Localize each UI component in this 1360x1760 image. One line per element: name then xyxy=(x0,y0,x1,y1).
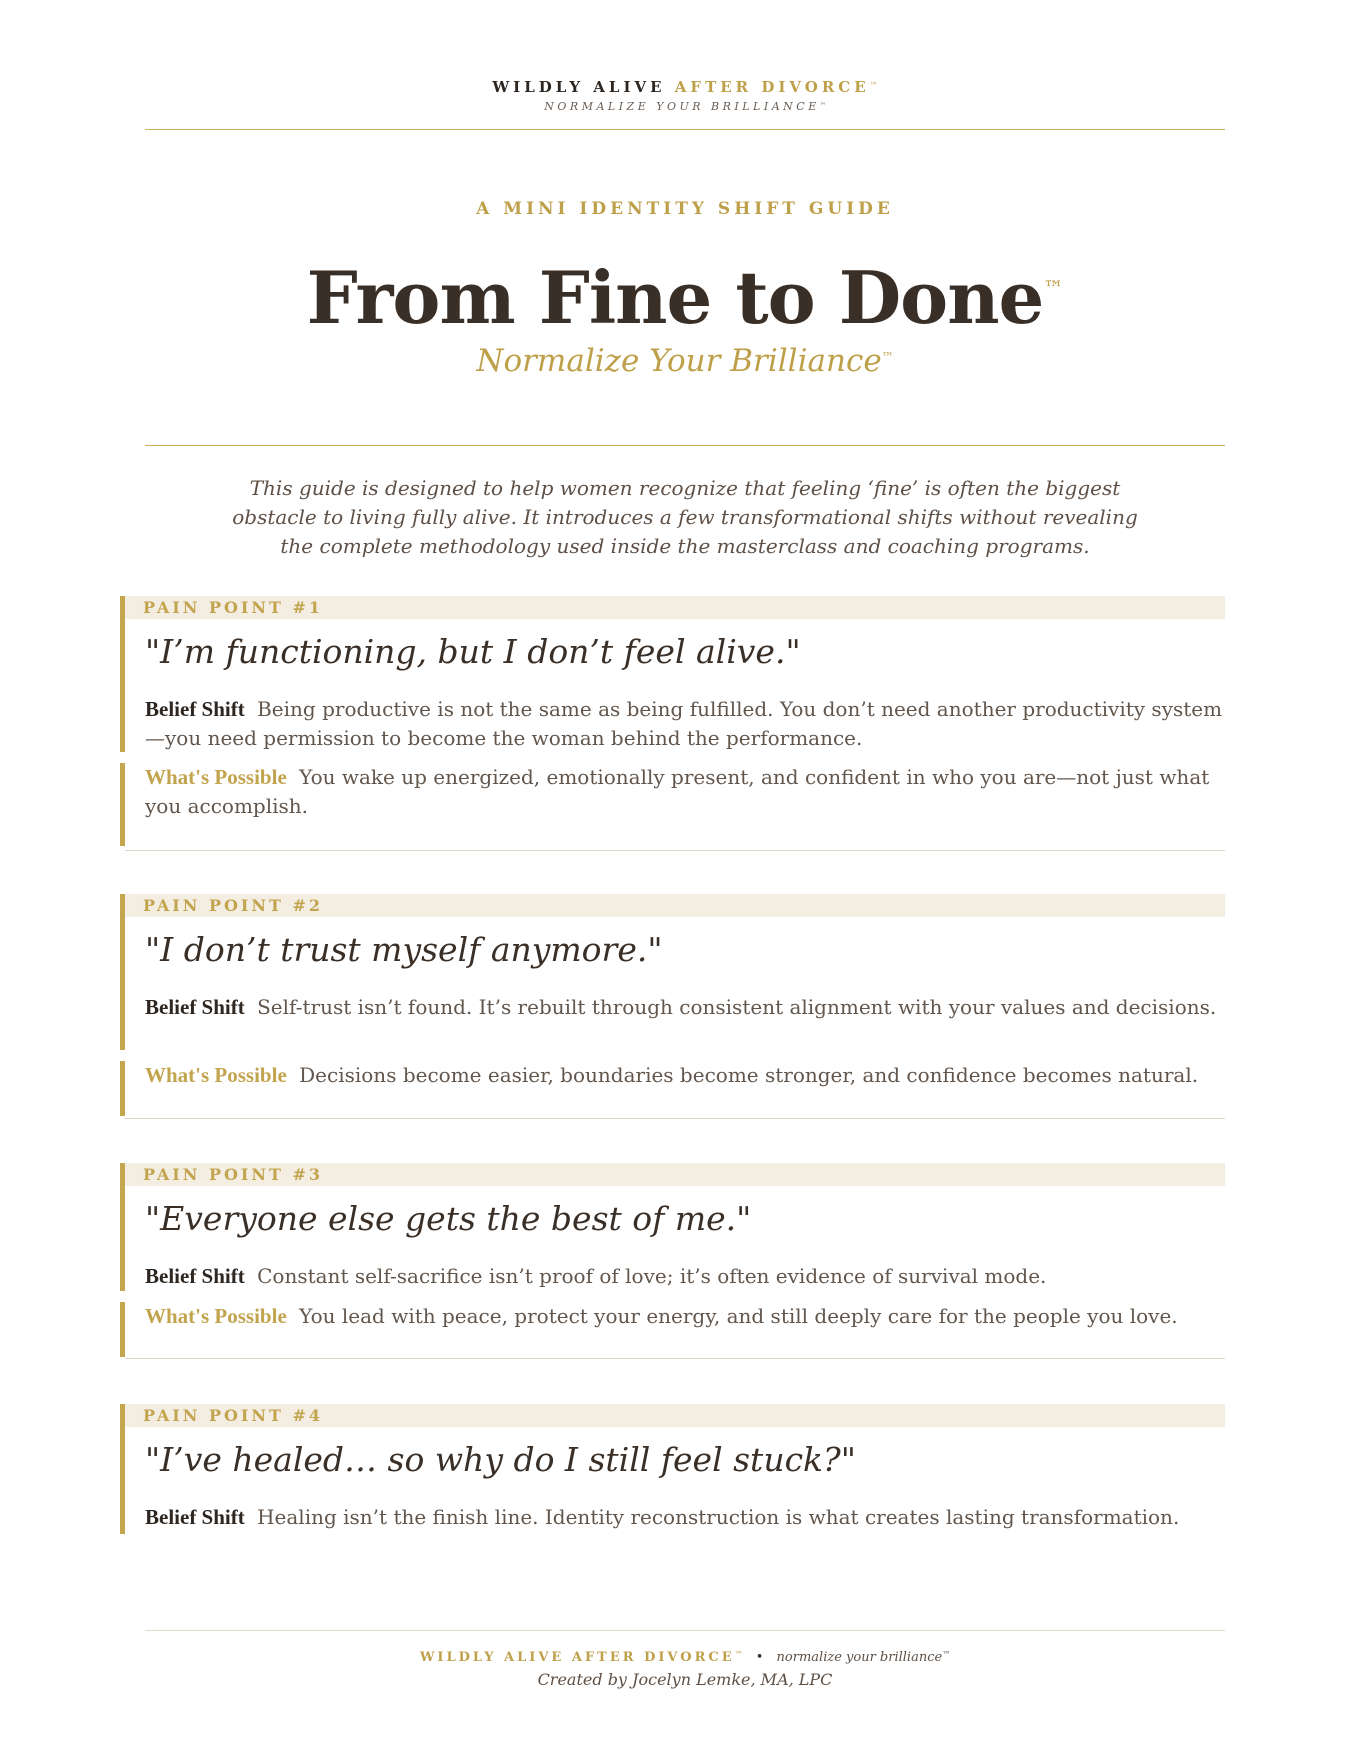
section-divider xyxy=(125,1118,1225,1119)
pain-point-quote: "I’ve healed… so why do I still feel stuck?" xyxy=(145,1440,856,1479)
pain-point-label: PAIN POINT #3 xyxy=(143,1165,324,1184)
footer-brand: WILDLY ALIVE AFTER DIVORCE xyxy=(419,1650,735,1665)
header-divider xyxy=(145,129,1225,130)
page-title xyxy=(145,238,1225,348)
footer-separator: • xyxy=(755,1650,764,1665)
trademark-mark: ™ xyxy=(819,102,826,109)
pain-point-3 xyxy=(120,1163,1225,1363)
intro-paragraph: This guide is designed to help women recognize that feeling ‘fine’ is often the biggest obstacle to living fully alive. It introduces a few transformational shifts without revealing the complete methodology used inside the masterclass and coaching programs. xyxy=(232,476,1138,558)
belief-shift-text: Being productive is not the same as being fulfilled. You don’t need another productivity system—you need permission to become the woman behind the performance. xyxy=(145,697,1223,750)
belief-shift xyxy=(145,695,1225,753)
pain-point-label-band xyxy=(125,894,1225,917)
brand-secondary: AFTER DIVORCE xyxy=(674,78,870,96)
accent-bar xyxy=(120,763,125,846)
footer-brand-line xyxy=(145,1646,1225,1665)
trademark-mark: ™ xyxy=(734,1650,743,1659)
belief-shift-text: Healing isn’t the finish line. Identity reconstruction is what creates lasting transformation. xyxy=(257,1505,1180,1529)
pain-point-1 xyxy=(120,596,1225,852)
accent-bar xyxy=(120,1061,125,1116)
brand-tagline-text: NORMALIZE YOUR BRILLIANCE xyxy=(544,100,820,113)
pain-point-quote: "I’m functioning, but I don’t feel alive." xyxy=(145,632,801,671)
hero-divider xyxy=(145,445,1225,446)
brand-header xyxy=(145,78,1225,113)
pain-point-label: PAIN POINT #4 xyxy=(143,1406,324,1425)
page-title-text: From Fine to Done xyxy=(306,255,1044,340)
pain-point-label-band xyxy=(125,1404,1225,1427)
section-divider xyxy=(125,850,1225,851)
brand-name xyxy=(145,78,1225,96)
footer-divider xyxy=(145,1630,1225,1631)
whats-possible-label: What's Possible xyxy=(145,1063,287,1087)
belief-shift-text: Constant self-sacrifice isn’t proof of love; it’s often evidence of survival mode. xyxy=(257,1264,1047,1288)
trademark-mark: ™ xyxy=(869,81,878,90)
whats-possible xyxy=(145,1061,1225,1090)
pain-point-label-band xyxy=(125,596,1225,619)
belief-shift-label: Belief Shift xyxy=(145,697,245,721)
guide-kicker: A MINI IDENTITY SHIFT GUIDE xyxy=(476,199,894,219)
footer-credit: Created by Jocelyn Lemke, MA, LPC xyxy=(537,1670,833,1689)
whats-possible-text: You wake up energized, emotionally present, and confident in who you are—not just what you accomplish. xyxy=(145,765,1210,818)
pain-point-quote: "Everyone else gets the best of me." xyxy=(145,1199,752,1238)
accent-bar xyxy=(120,596,125,752)
belief-shift-label: Belief Shift xyxy=(145,995,245,1019)
whats-possible xyxy=(145,1302,1225,1331)
whats-possible-label: What's Possible xyxy=(145,765,287,789)
pain-point-label-band xyxy=(125,1163,1225,1186)
pain-point-4 xyxy=(120,1404,1225,1544)
brand-primary: WILDLY ALIVE xyxy=(492,78,666,96)
whats-possible-label: What's Possible xyxy=(145,1304,287,1328)
whats-possible-text: Decisions become easier, boundaries become stronger, and confidence becomes natural. xyxy=(299,1063,1199,1087)
pain-point-label: PAIN POINT #1 xyxy=(143,598,324,617)
belief-shift xyxy=(145,1503,1225,1532)
belief-shift xyxy=(145,1262,1225,1291)
page-subtitle xyxy=(145,343,1225,379)
belief-shift-label: Belief Shift xyxy=(145,1505,245,1529)
brand-tagline xyxy=(145,100,1225,113)
belief-shift-text: Self-trust isn’t found. It’s rebuilt through consistent alignment with your values and decisions. xyxy=(257,995,1217,1019)
pain-point-label: PAIN POINT #2 xyxy=(143,896,324,915)
trademark-mark: ™ xyxy=(1043,276,1064,300)
belief-shift xyxy=(145,993,1225,1022)
page-subtitle-text: Normalize Your Brilliance xyxy=(476,343,882,379)
footer-tagline: normalize your brilliance xyxy=(776,1650,943,1665)
belief-shift-label: Belief Shift xyxy=(145,1264,245,1288)
trademark-mark: ™ xyxy=(881,350,894,364)
pain-point-quote: "I don’t trust myself anymore." xyxy=(145,930,663,969)
accent-bar xyxy=(120,894,125,1050)
pain-point-2 xyxy=(120,894,1225,1124)
whats-possible xyxy=(145,763,1225,821)
whats-possible-text: You lead with peace, protect your energy, and still deeply care for the people you love. xyxy=(299,1304,1178,1328)
accent-bar xyxy=(120,1302,125,1357)
section-divider xyxy=(125,1358,1225,1359)
trademark-mark: ™ xyxy=(942,1650,951,1659)
